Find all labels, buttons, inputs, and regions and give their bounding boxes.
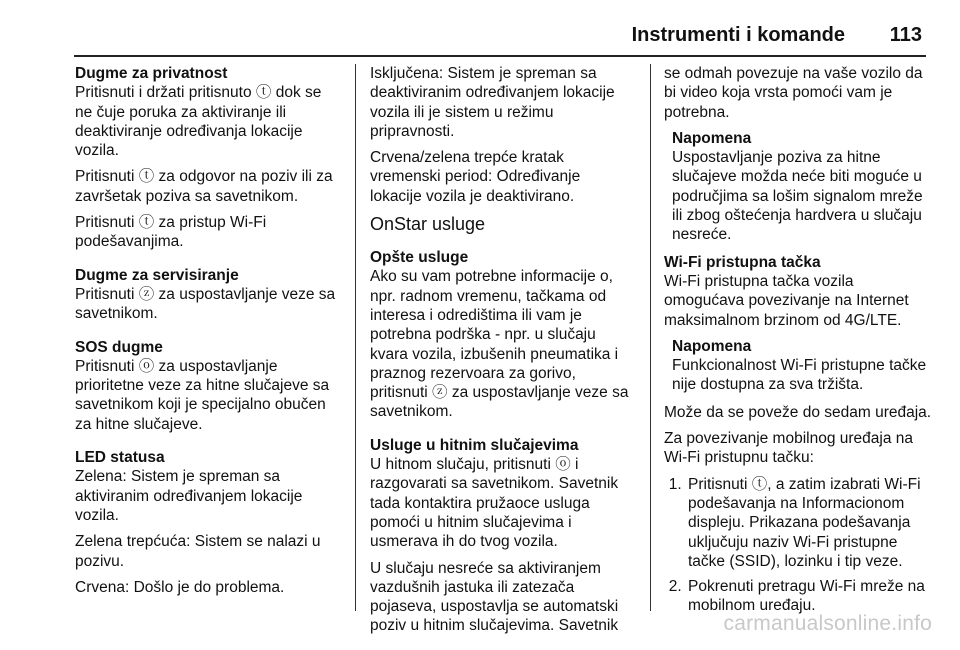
service-button-section bbox=[75, 266, 337, 324]
led-heading: LED statusa bbox=[75, 449, 165, 467]
column-3 bbox=[664, 64, 932, 622]
led-off: Isključena: Sistem je spreman sa deaktiviranim određivanjem lokacije vozila ili je sistem u režimu pripravnosti. bbox=[370, 65, 615, 140]
privacy-paragraph-1: Pritisnuti i držati pritisnuto ⓣ dok se ne čuje poruka za aktiviranje ili deaktiviranje određivanja lokacije vozila. bbox=[75, 84, 322, 160]
wifi-paragraph: Wi-Fi pristupna tačka vozila omogućava povezivanje na Internet maksimalnom brzinom od 4G/LTE. bbox=[664, 272, 909, 329]
sos-heading: SOS dugme bbox=[75, 338, 163, 356]
service-paragraph: Pritisnuti ⓩ za uspostavljanje veze sa savetnikom. bbox=[75, 285, 336, 323]
led-green: Zelena: Sistem je spreman sa aktiviranim određivanjem lokacije vozila. bbox=[75, 468, 303, 524]
onstar-section-title: OnStar usluge bbox=[370, 214, 486, 235]
wifi-heading: Wi-Fi pristupna tačka bbox=[664, 253, 821, 271]
wifi-hotspot-section bbox=[664, 253, 932, 330]
general-services-heading: Opšte usluge bbox=[370, 249, 469, 267]
page-title: Instrumenti i komande bbox=[631, 24, 845, 46]
privacy-paragraph-3: Pritisnuti ⓣ za pristup Wi-Fi podešavanjima. bbox=[75, 214, 267, 251]
sos-paragraph: Pritisnuti ⓞ za uspostavljanje prioritetne veze za hitne slučajeve sa savetnikom koji je specijalno obučen za hitne slučajeve. bbox=[75, 357, 330, 433]
led-red: Crvena: Došlo je do problema. bbox=[75, 578, 285, 596]
page-header bbox=[0, 22, 960, 56]
watermark: carmanualsonline.info bbox=[723, 612, 932, 635]
led-green-flashing: Zelena trepćuća: Sistem se nalazi u pozivu. bbox=[75, 533, 321, 570]
note-text: Funkcionalnost Wi-Fi pristupne tačke nije dostupna za sva tržišta. bbox=[672, 357, 927, 394]
emergency-services-section bbox=[370, 436, 632, 636]
privacy-heading: Dugme za privatnost bbox=[75, 65, 228, 82]
note-emergency bbox=[672, 129, 932, 245]
privacy-paragraph-2: Pritisnuti ⓣ za odgovor na poziv ili za završetak poziva sa savetnikom. bbox=[75, 168, 333, 205]
note-label: Napomena bbox=[672, 337, 752, 355]
header-divider bbox=[74, 55, 926, 57]
column-divider-2 bbox=[650, 64, 651, 611]
emergency-services-heading: Usluge u hitnim slučajevima bbox=[370, 436, 579, 454]
column-2 bbox=[370, 64, 632, 650]
sos-button-section bbox=[75, 338, 337, 434]
column-divider-1 bbox=[355, 64, 356, 611]
emergency-paragraph-1: U hitnom slučaju, pritisnuti ⓞ i razgovarati sa savetnikom. Savetnik tada kontaktira pružaoce usluga pomoći u hitnim slučajevima i usmerava ih do tvog vozila. bbox=[370, 456, 619, 551]
general-services-paragraph: Ako su vam potrebne informacije o, npr. radnom vremenu, tačkama od interesa i odredištima ili vam je potrebna podrška - npr. u slučaju kvara vozila, izbušenih pneumatika i praznog rezervoara za gorivo, pritisnuti ⓩ za uspostavljanje veze sa savetnikom. bbox=[370, 268, 629, 421]
emergency-paragraph-2: U slučaju nesreće sa aktiviranjem vazdušnih jastuka ili zatezača pojaseva, uspostavlja se automatski poziv u hitnim slučajevima. Savetnik bbox=[370, 559, 619, 635]
privacy-button-section bbox=[75, 64, 337, 252]
service-heading: Dugme za servisiranje bbox=[75, 266, 239, 284]
list-item: 2. Pokrenuti pretragu Wi-Fi mreže na mobilnom uređaju. bbox=[686, 577, 932, 616]
note-text: Uspostavljanje poziva za hitne slučajeve možda neće biti moguće u područjima sa lošim signalom mreže ili zbog oštećenja hardvera u slučaju nesreće. bbox=[672, 149, 923, 244]
wifi-devices: Može da se poveže do sedam uređaja. bbox=[664, 403, 932, 421]
list-item: 1. Pritisnuti ⓣ, a zatim izabrati Wi-Fi podešavanja na Informacionom displeju. Prikazana podešavanja uključuju naziv Wi-Fi pristupne tačke (SSID), lozinku i tip veze. bbox=[686, 475, 932, 571]
led-red-green-flash: Crvena/zelena trepće kratak vremenski period: Određivanje lokacije vozila je deaktivirano. bbox=[370, 149, 581, 205]
emergency-continuation: se odmah povezuje na vaše vozilo da bi video koja vrsta pomoći vam je potrebna. bbox=[664, 65, 923, 121]
note-wifi bbox=[672, 337, 932, 395]
column-1 bbox=[75, 64, 337, 611]
general-services-section bbox=[370, 248, 632, 422]
note-label: Napomena bbox=[672, 129, 752, 147]
led-status-section bbox=[75, 448, 337, 597]
page-number: 113 bbox=[889, 24, 922, 46]
wifi-steps-list bbox=[664, 475, 932, 616]
wifi-connect-intro: Za povezivanje mobilnog uređaja na Wi-Fi pristupnu tačku: bbox=[664, 430, 914, 467]
